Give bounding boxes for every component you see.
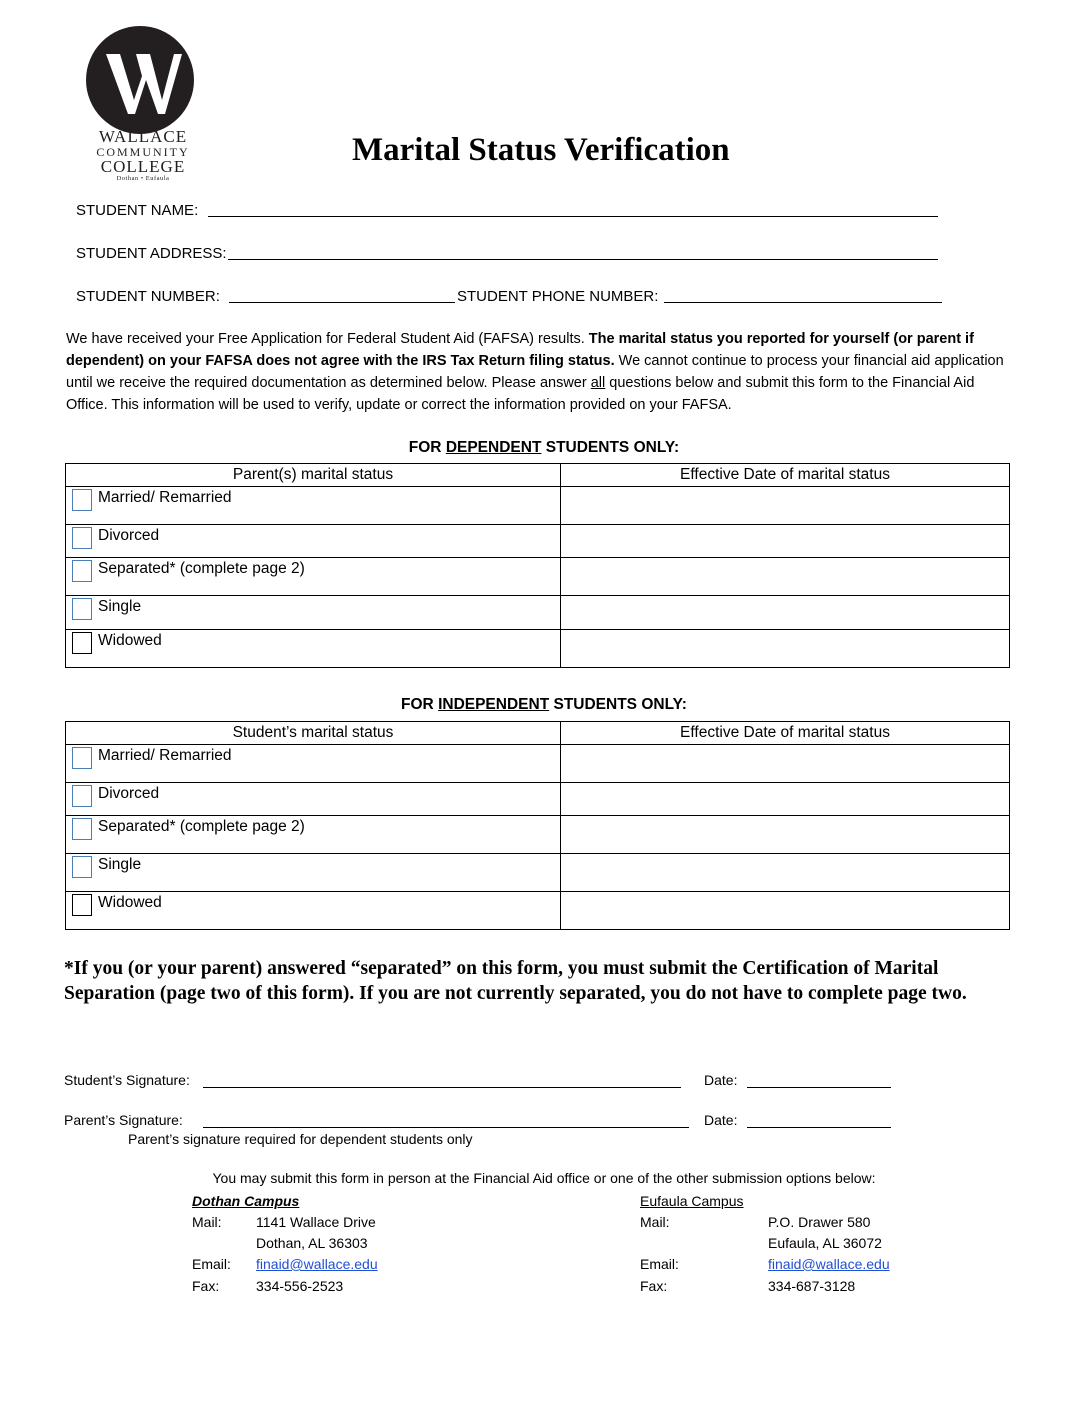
submit-instructions: You may submit this form in person at the Financial Aid office or one of the other submission options below: [212,1170,876,1186]
table-row [66,892,1010,930]
parent-date-field[interactable] [747,1127,891,1128]
student-phone-field[interactable] [664,302,942,303]
dothan-campus-title [192,1193,299,1209]
parent-signature-note: Parent’s signature required for dependent students only [128,1131,473,1147]
logo-w-icon [86,26,194,134]
dothan-email-label: Email: [192,1256,231,1272]
date-cell[interactable] [561,854,1010,892]
option-label: Widowed [98,632,162,649]
eufaula-fax-label: Fax: [640,1278,668,1294]
divorced-checkbox[interactable] [72,785,92,807]
dependent-heading-underline: DEPENDENT [445,439,542,456]
date-cell[interactable] [561,525,1010,558]
status-cell [66,487,561,525]
status-cell [66,816,561,854]
status-cell [66,596,561,630]
dothan-mail-line-1: 1141 Wallace Drive [256,1214,376,1230]
dothan-mail-label: Mail: [192,1214,222,1230]
independent-heading-pre: FOR [401,696,434,713]
independent-heading-underline: INDEPENDENT [438,696,550,713]
table-row [66,487,1010,525]
date-cell[interactable] [561,745,1010,783]
independent-status-table [65,721,1010,930]
eufaula-mail-label: Mail: [640,1214,670,1230]
student-date-field[interactable] [747,1087,891,1088]
dothan-fax-number: 334-556-2523 [256,1278,344,1294]
dependent-heading-post: STUDENTS ONLY: [545,439,680,456]
married-checkbox[interactable] [72,489,92,511]
single-checkbox[interactable] [72,598,92,620]
option-label: Married/ Remarried [98,489,232,506]
intro-text-1: We have received your Free Application for Federal Student Aid (FAFSA) results. [66,331,585,347]
student-number-field[interactable] [229,302,455,303]
parent-date-label: Date: [704,1112,738,1128]
table-row [66,525,1010,558]
student-phone-label: STUDENT PHONE NUMBER: [457,288,659,305]
status-cell [66,745,561,783]
dependent-col-date: Effective Date of marital status [561,464,1010,487]
parent-signature-label: Parent’s Signature: [64,1112,183,1128]
intro-text-4: questions below and submit this form to the Financial Aid Office. This information will be used to verify, update or correct the information provided on your FAFSA. [66,375,975,413]
widowed-checkbox[interactable] [72,632,92,654]
student-address-label: STUDENT ADDRESS: [76,245,227,262]
logo-line-3: COLLEGE [100,157,186,176]
separated-checkbox[interactable] [72,560,92,582]
widowed-checkbox[interactable] [72,894,92,916]
eufaula-email-label: Email: [640,1256,679,1272]
eufaula-fax-number: 334-687-3128 [768,1278,856,1294]
dependent-status-table [65,463,1010,668]
student-signature-label: Student’s Signature: [64,1072,190,1088]
eufaula-campus-title [640,1193,744,1209]
single-checkbox[interactable] [72,856,92,878]
separated-checkbox[interactable] [72,818,92,840]
eufaula-campus-name: Eufaula Campus [640,1193,744,1209]
date-cell[interactable] [561,596,1010,630]
option-label: Divorced [98,527,160,544]
dependent-col-status: Parent(s) marital status [66,464,561,487]
parent-signature-field[interactable] [203,1127,689,1128]
eufaula-mail-line-2: Eufaula, AL 36072 [768,1235,882,1251]
college-logo [60,22,226,194]
intro-text-underline: all [590,375,606,391]
table-row [66,596,1010,630]
student-number-label: STUDENT NUMBER: [76,288,220,305]
option-label: Separated* (complete page 2) [98,818,305,835]
independent-heading [0,696,1088,714]
independent-col-date: Effective Date of marital status [561,722,1010,745]
date-cell[interactable] [561,816,1010,854]
eufaula-mail-line-1: P.O. Drawer 580 [768,1214,871,1230]
table-row [66,783,1010,816]
logo-line-1: WALLACE [98,127,188,146]
option-label: Divorced [98,785,160,802]
table-row [66,745,1010,783]
independent-col-status: Student’s marital status [66,722,561,745]
dependent-heading-pre: FOR [408,439,442,456]
status-cell [66,892,561,930]
table-header-row [66,722,1010,745]
student-address-field[interactable] [228,259,938,260]
date-cell[interactable] [561,487,1010,525]
option-label: Married/ Remarried [98,747,232,764]
intro-text-bold: The marital status you reported for yourself (or parent if dependent) on your FAFSA does not agree with the IRS Tax Return filing status. [66,331,974,369]
option-label: Single [98,856,142,873]
option-label: Separated* (complete page 2) [98,560,305,577]
dothan-mail-line-2: Dothan, AL 36303 [256,1235,368,1251]
table-row [66,816,1010,854]
student-name-label: STUDENT NAME: [76,202,199,219]
intro-paragraph [66,328,1016,416]
status-cell [66,854,561,892]
date-cell[interactable] [561,892,1010,930]
independent-heading-post: STUDENTS ONLY: [553,696,687,713]
student-date-label: Date: [704,1072,738,1088]
dothan-fax-label: Fax: [192,1278,220,1294]
student-signature-field[interactable] [203,1087,681,1088]
status-cell [66,783,561,816]
table-row [66,854,1010,892]
option-label: Widowed [98,894,162,911]
status-cell [66,630,561,668]
date-cell[interactable] [561,630,1010,668]
page-title: Marital Status Verification [352,132,730,168]
status-cell [66,558,561,596]
student-name-field[interactable] [208,216,938,217]
dothan-campus-name: Dothan Campus [192,1193,300,1209]
married-checkbox[interactable] [72,747,92,769]
intro-text-3: We cannot continue to process your financial aid application until we receive the required documentation as determined below. Please answer [66,353,1004,391]
dothan-email-link[interactable]: finaid@wallace.edu [256,1256,378,1272]
logo-line-4: Dothan • Eufaula [116,175,170,182]
date-cell[interactable] [561,558,1010,596]
table-header-row [66,464,1010,487]
table-row [66,558,1010,596]
dependent-heading [0,439,1088,457]
option-label: Single [98,598,142,615]
logo-line-2: COMMUNITY [96,145,190,159]
status-cell [66,525,561,558]
table-row [66,630,1010,668]
divorced-checkbox[interactable] [72,527,92,549]
separation-note: *If you (or your parent) answered “separated” on this form, you must submit the Certification of Marital Separation (page two of this form). If you are not currently separated, you do not have to complete page two. [64,958,967,1004]
date-cell[interactable] [561,783,1010,816]
eufaula-email-link[interactable]: finaid@wallace.edu [768,1256,890,1272]
